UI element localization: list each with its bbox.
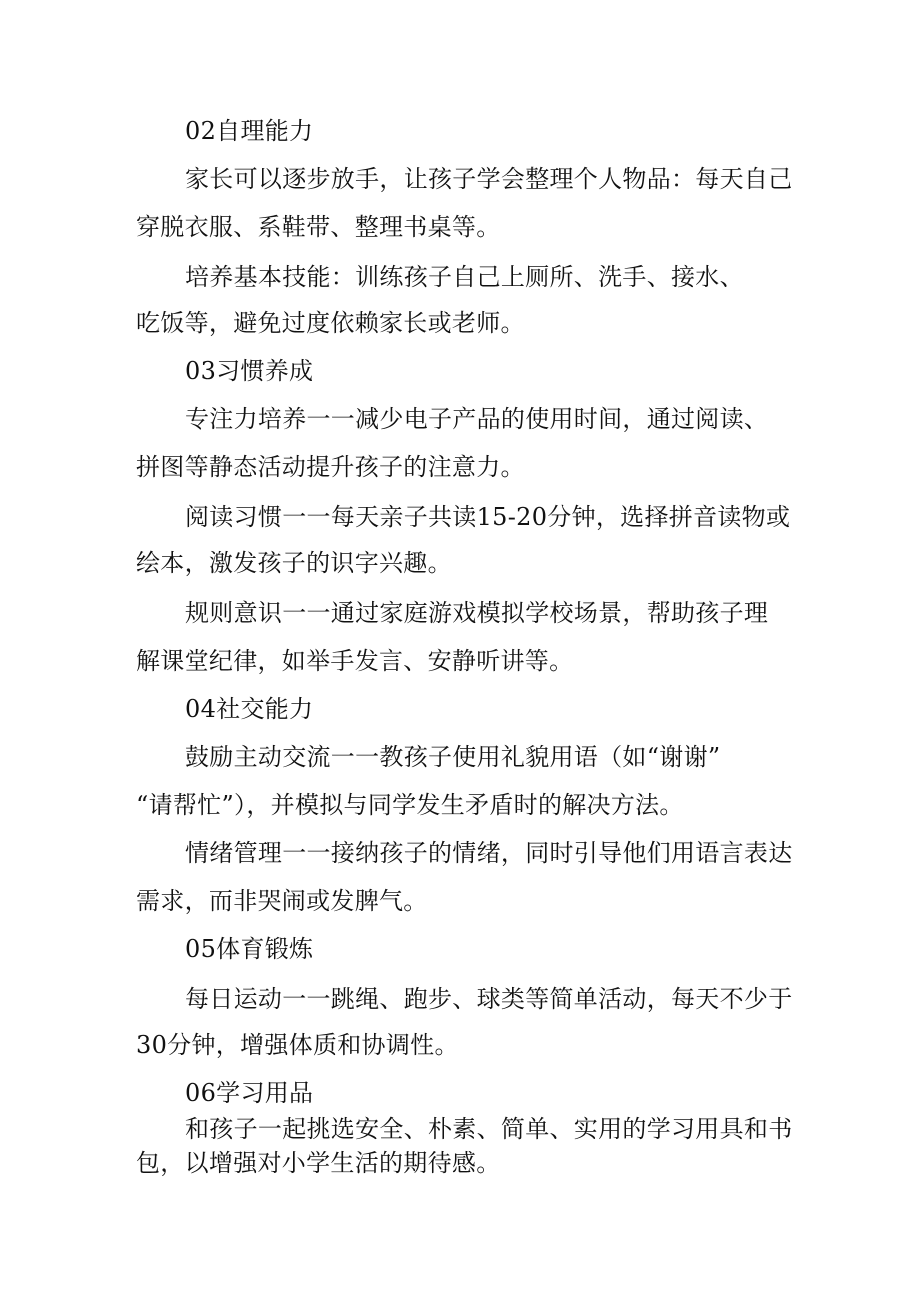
paragraph-line: 绘本，激发孩子的识字兴趣。 [136, 549, 452, 577]
paragraph-line: 阅读习惯一一每天亲子共读15-20分钟，选择拼音读物或 [185, 503, 791, 531]
paragraph-line: 穿脱衣服、系鞋带、整理书桌等。 [136, 213, 501, 241]
paragraph-line: 专注力培养一一减少电子产品的使用时间，通过阅读、 [185, 405, 769, 433]
section-heading: 04社交能力 [185, 695, 314, 723]
paragraph-line: 每日运动一一跳绳、跑步、球类等简单活动，每天不少于 [185, 985, 793, 1013]
paragraph-line: 培养基本技能：训练孩子自己上厕所、洗手、接水、 [185, 263, 744, 291]
paragraph-line: 家长可以逐步放手，让孩子学会整理个人物品：每天自己 [185, 165, 793, 193]
paragraph-line: 鼓励主动交流一一教孩子使用礼貌用语（如“谢谢” [185, 743, 721, 771]
paragraph-line: 拼图等静态活动提升孩子的注意力。 [136, 453, 525, 481]
paragraph-line: 吃饭等，避免过度依赖家长或老师。 [136, 309, 525, 337]
paragraph-line: 包，以增强对小学生活的期待感。 [136, 1149, 501, 1177]
section-heading: 06学习用品 [185, 1079, 314, 1107]
paragraph-line: 30分钟，增强体质和协调性。 [136, 1031, 459, 1059]
paragraph-line: 解课堂纪律，如举手发言、安静听讲等。 [136, 647, 574, 675]
section-heading: 03习惯养成 [185, 357, 314, 385]
section-heading: 02自理能力 [185, 117, 314, 145]
paragraph-line: 情绪管理一一接纳孩子的情绪，同时引导他们用语言表达 [185, 839, 793, 867]
paragraph-line: “请帮忙”），并模拟与同学发生矛盾时的解决方法。 [136, 791, 684, 819]
paragraph-line: 规则意识一一通过家庭游戏模拟学校场景，帮助孩子理 [185, 599, 769, 627]
paragraph-line: 和孩子一起挑选安全、朴素、简单、实用的学习用具和书 [185, 1115, 793, 1143]
paragraph-line: 需求，而非哭闹或发脾气。 [136, 887, 428, 915]
section-heading: 05体育锻炼 [185, 935, 314, 963]
